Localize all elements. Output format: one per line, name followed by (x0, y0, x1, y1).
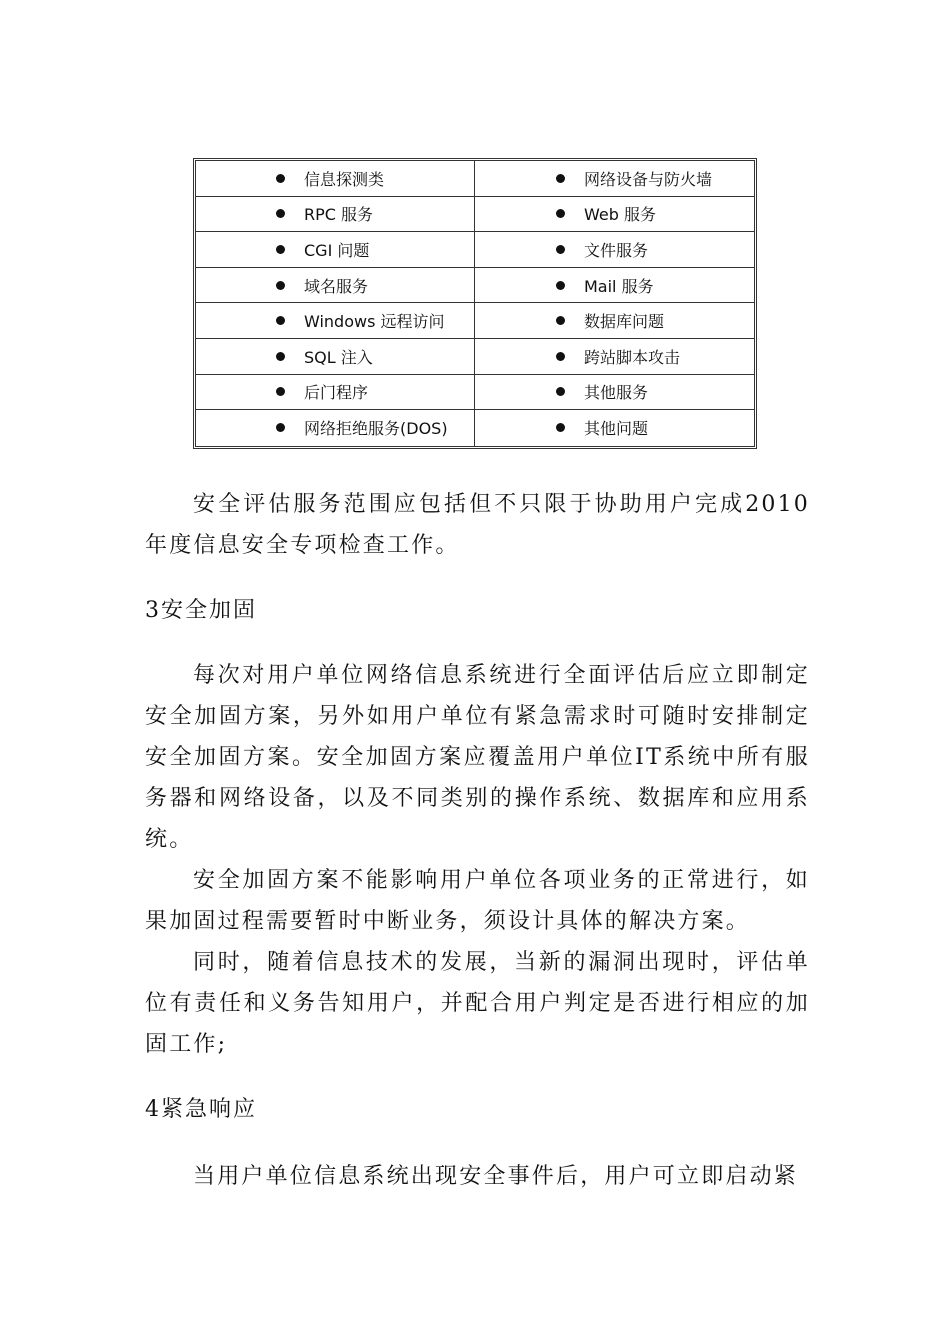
table-row (196, 303, 754, 339)
table-row (196, 197, 754, 233)
bullet-icon (556, 245, 565, 254)
section-heading-hardening: 3安全加固 (145, 598, 257, 623)
table-cell (475, 375, 754, 410)
emergency-paragraph: 当用户单位信息系统出现安全事件后，用户可立即启动紧 (193, 1164, 799, 1189)
bullet-icon (276, 316, 285, 325)
table-cell (196, 232, 475, 267)
scope-paragraph: 安全评估服务范围应包括但不只限于协助用户完成2010年度信息安全专项检查工作。 (145, 492, 810, 558)
table-cell (196, 375, 475, 410)
table-cell (196, 268, 475, 303)
table-cell (475, 339, 754, 374)
cell-text: 后门程序 (304, 383, 369, 403)
table-cell (475, 410, 754, 446)
bullet-icon (556, 352, 565, 361)
cell-text: 数据库问题 (584, 312, 665, 332)
table-cell (196, 410, 475, 446)
cell-text: Mail 服务 (584, 276, 654, 296)
section-heading-emergency: 4紧急响应 (145, 1097, 257, 1122)
bullet-icon (276, 281, 285, 290)
hardening-paragraph-1: 每次对用户单位网络信息系统进行全面评估后应立即制定安全加固方案，另外如用户单位有紧急需求时可随时安排制定安全加固方案。安全加固方案应覆盖用户单位IT系统中所有服务器和网络设备，以及不同类别的操作系统、数据库和应用系统。 (145, 663, 810, 852)
table-cell (475, 303, 754, 338)
hardening-paragraph-2: 安全加固方案不能影响用户单位各项业务的正常进行，如果加固过程需要暂时中断业务，须设计具体的解决方案。 (145, 868, 810, 934)
bullet-icon (276, 245, 285, 254)
check-items-table (193, 158, 757, 449)
cell-text: 网络拒绝服务(DOS) (304, 419, 448, 439)
bullet-icon (556, 316, 565, 325)
cell-text: 其他问题 (584, 419, 649, 439)
cell-text: CGI 问题 (304, 240, 370, 260)
bullet-icon (276, 209, 285, 218)
bullet-icon (556, 387, 565, 396)
bullet-icon (276, 352, 285, 361)
table-row (196, 268, 754, 304)
cell-text: 跨站脚本攻击 (584, 347, 681, 367)
table-cell (196, 161, 475, 196)
cell-text: Windows 远程访问 (304, 312, 445, 332)
cell-text: Web 服务 (584, 205, 656, 225)
table-row (196, 339, 754, 375)
bullet-icon (556, 281, 565, 290)
bullet-icon (276, 387, 285, 396)
bullet-icon (556, 423, 565, 432)
table-cell (475, 268, 754, 303)
bullet-icon (556, 174, 565, 183)
table-row (196, 161, 754, 197)
bullet-icon (556, 209, 565, 218)
cell-text: 域名服务 (304, 276, 369, 296)
table-cell (475, 161, 754, 196)
bullet-icon (276, 423, 285, 432)
cell-text: 信息探测类 (304, 169, 385, 189)
hardening-paragraph-3: 同时，随着信息技术的发展，当新的漏洞出现时，评估单位有责任和义务告知用户，并配合用户判定是否进行相应的加固工作; (145, 950, 810, 1057)
table-row (196, 410, 754, 446)
table-row (196, 375, 754, 411)
table-cell (196, 197, 475, 232)
table-cell (196, 339, 475, 374)
cell-text: RPC 服务 (304, 205, 374, 225)
cell-text: 网络设备与防火墙 (584, 169, 713, 189)
cell-text: SQL 注入 (304, 347, 373, 367)
bullet-icon (276, 174, 285, 183)
cell-text: 其他服务 (584, 383, 649, 403)
table-cell (475, 197, 754, 232)
table-cell (475, 232, 754, 267)
table-cell (196, 303, 475, 338)
cell-text: 文件服务 (584, 240, 649, 260)
table-row (196, 232, 754, 268)
